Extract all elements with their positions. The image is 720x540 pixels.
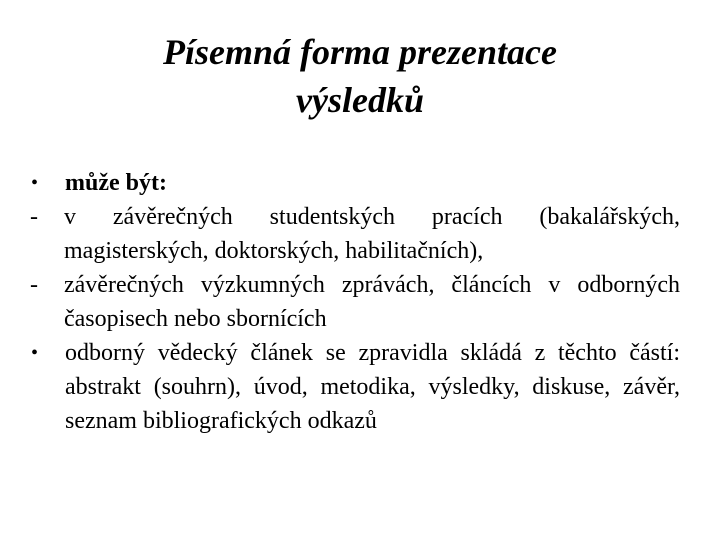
dash-text-research-reports: závěrečných výzkumných zprávách, článcích v odborných časopisech nebo sbornících — [64, 272, 680, 332]
slide-title-line-2: výsledků — [296, 80, 424, 120]
bullet-text-scientific-article: odborný vědecký článek se zpravidla skládá z těchto částí: abstrakt (souhrn), úvod, metodika, výsledky, diskuse, závěr, seznam bibliografických odkazů — [65, 340, 680, 434]
dash-marker-icon: - — [30, 204, 38, 230]
slide-content — [30, 166, 680, 438]
bullet-text-may-be: může být: — [65, 170, 167, 196]
dash-item-student-theses — [30, 200, 680, 268]
dash-item-research-reports — [30, 268, 680, 336]
slide-title — [0, 28, 720, 124]
bullet-marker-icon: • — [31, 172, 39, 194]
bullet-item-scientific-article — [30, 336, 680, 438]
slide-title-line-1: Písemná forma prezentace — [163, 32, 557, 72]
bullet-marker-icon: • — [31, 342, 39, 364]
dash-marker-icon: - — [30, 272, 38, 298]
dash-text-student-theses: v závěrečných studentských pracích (bakalářských, magisterských, doktorských, habilitačních), — [64, 204, 680, 264]
bullet-item-may-be — [30, 166, 680, 200]
